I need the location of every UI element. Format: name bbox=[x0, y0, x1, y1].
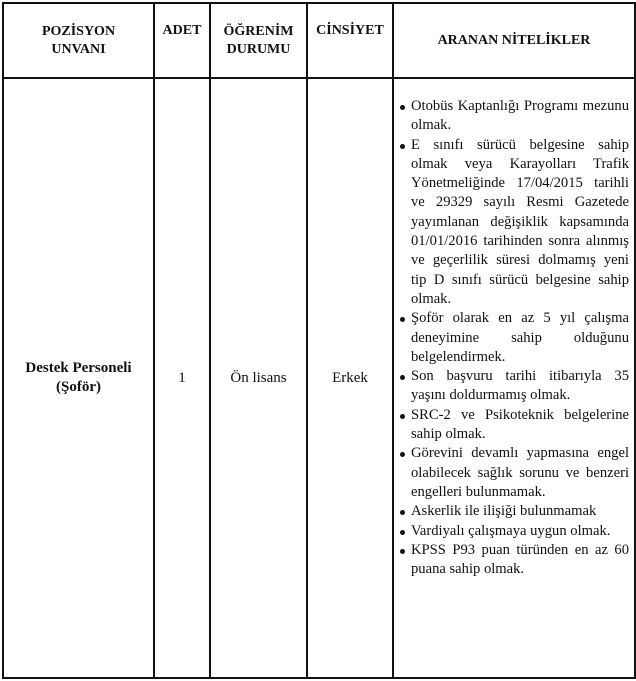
requirement-text: E sınıfı sürücü belgesine sahip olmak veya Karayolları Trafik Yönetmeliğinde 17/04/2015 tarihli ve 29329 sayılı Resmi Gazetede yayımlanan değişiklik kapsamında 01/01/2016 tarihinden sonra alınmış ve geçerlilik süresi dolmamış yeni tip D sınıfı sürücü belgesine sahip olmak. bbox=[411, 136, 629, 307]
header-count: ADET bbox=[154, 3, 210, 78]
job-posting-table bbox=[2, 2, 636, 679]
header-position bbox=[3, 3, 154, 78]
position-line2: (Şoför) bbox=[56, 379, 101, 395]
requirement-text: KPSS P93 puan türünden en az 60 puana sahip olmak. bbox=[411, 541, 629, 578]
list-item bbox=[399, 309, 629, 367]
list-item bbox=[399, 522, 629, 541]
bullet-icon bbox=[400, 144, 405, 149]
bullet-icon bbox=[400, 375, 405, 380]
cell-requirements bbox=[393, 78, 635, 678]
requirement-text: Vardiyalı çalışmaya uygun olmak. bbox=[411, 522, 611, 539]
cell-education: Ön lisans bbox=[210, 78, 307, 678]
header-position-line1: POZİSYON bbox=[41, 23, 116, 39]
cell-gender: Erkek bbox=[307, 78, 393, 678]
list-item bbox=[399, 502, 629, 521]
header-row bbox=[3, 3, 635, 78]
header-gender: CİNSİYET bbox=[307, 3, 393, 78]
header-requirements: ARANAN NİTELİKLER bbox=[393, 3, 635, 78]
position-line1: Destek Personeli bbox=[25, 360, 132, 376]
bullet-icon bbox=[400, 549, 405, 554]
bullet-icon bbox=[400, 105, 405, 110]
list-item bbox=[399, 444, 629, 502]
requirement-text: SRC-2 ve Psikoteknik belgelerine sahip olmak. bbox=[411, 406, 629, 443]
cell-position bbox=[3, 78, 154, 678]
cell-count: 1 bbox=[154, 78, 210, 678]
bullet-icon bbox=[400, 452, 405, 457]
table-row bbox=[3, 78, 635, 678]
requirement-text: Askerlik ile ilişiği bulunmamak bbox=[411, 503, 597, 520]
header-position-line2: UNVANI bbox=[51, 41, 106, 57]
bullet-icon bbox=[400, 510, 405, 515]
header-education bbox=[210, 3, 307, 78]
requirement-text: Şoför olarak en az 5 yıl çalışma deneyimine sahip olduğunu belgelendirmek. bbox=[411, 310, 629, 365]
list-item bbox=[399, 136, 629, 310]
requirements-list bbox=[399, 97, 629, 579]
header-education-line2: DURUMU bbox=[226, 41, 291, 57]
list-item bbox=[399, 97, 629, 136]
requirement-text: Otobüs Kaptanlığı Programı mezunu olmak. bbox=[411, 98, 629, 134]
header-education-line1: ÖĞRENİM bbox=[223, 23, 294, 39]
requirement-text: Görevini devamlı yapmasına engel olabilecek sağlık sorunu ve benzeri engelleri bulunmamak. bbox=[411, 445, 629, 500]
list-item bbox=[399, 541, 629, 580]
list-item bbox=[399, 367, 629, 406]
bullet-icon bbox=[400, 530, 405, 535]
requirement-text: Son başvuru tarihi itibarıyla 35 yaşını doldurmamış olmak. bbox=[411, 368, 629, 404]
bullet-icon bbox=[400, 414, 405, 419]
list-item bbox=[399, 406, 629, 445]
bullet-icon bbox=[400, 317, 405, 322]
